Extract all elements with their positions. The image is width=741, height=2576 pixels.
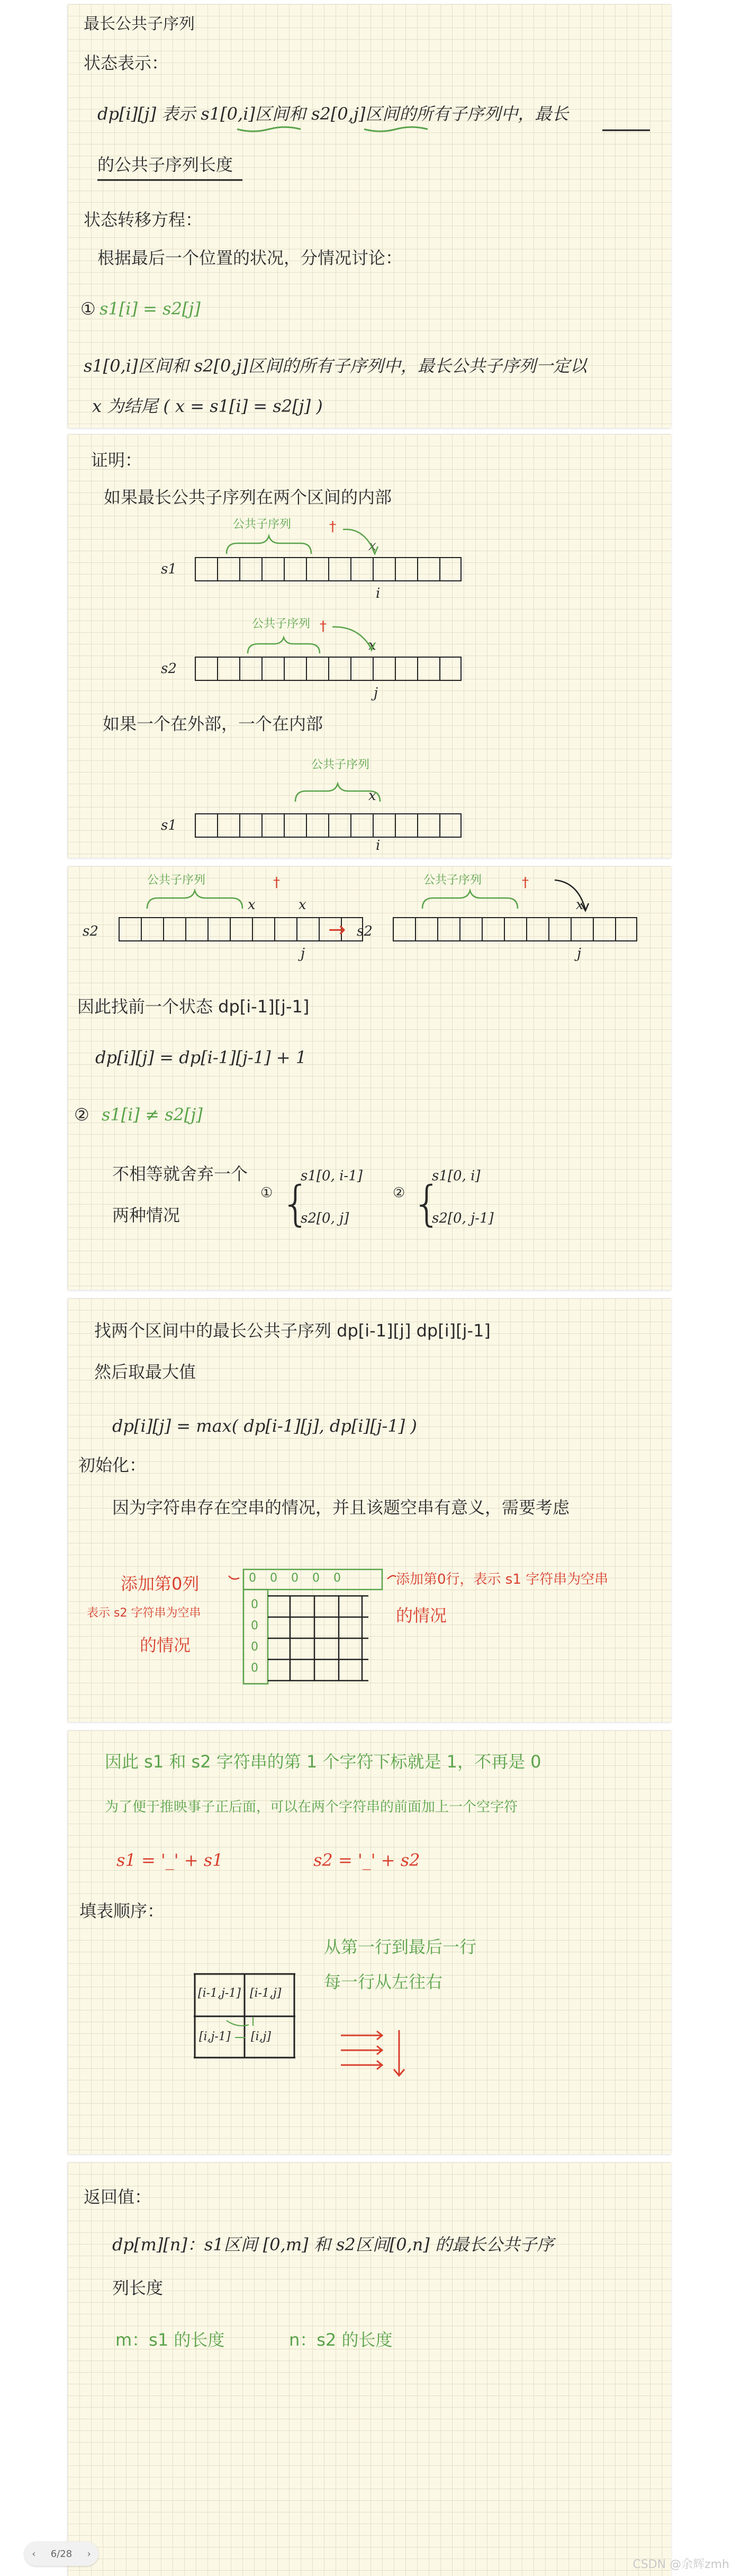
case1-condition: s1[i] = s2[j] [100, 299, 201, 319]
init-table [68, 1298, 671, 1722]
s1-label: s1 [161, 818, 177, 833]
s2-assign: s2 = '_' + s2 [313, 1850, 420, 1870]
lcs-label: 公共子序列 [147, 874, 206, 887]
add-column-desc1: 表示 s2 字符串为空串 [87, 1606, 201, 1620]
inside-text: 如果最长公共子序列在两个区间的内部 [104, 487, 392, 507]
s2-sequence-boxes [393, 917, 637, 941]
zero-cell: 0 [333, 1572, 355, 1585]
s2-label: s2 [357, 923, 373, 939]
zero-cell: 0 [251, 1619, 258, 1632]
case1-marker: ① [80, 299, 96, 319]
dagger-mark: † [329, 519, 336, 535]
s2-label: s2 [83, 923, 98, 939]
proof-heading: 证明： [91, 450, 142, 470]
lcs-label: 公共子序列 [423, 874, 482, 887]
x-label: x [368, 788, 376, 804]
s1-label: s1 [161, 561, 177, 577]
return-line2: 列长度 [112, 2278, 164, 2298]
lcs-label: 公共子序列 [311, 758, 370, 771]
take-max-text: 然后取最大值 [94, 1362, 196, 1382]
x-label: x [368, 638, 376, 653]
subcase1-bottom: s2[0, j] [301, 1210, 349, 1226]
note-page-6 [68, 2162, 671, 2576]
state-heading: 状态表示： [84, 53, 169, 73]
i-label: i [376, 586, 381, 602]
cell-top-left: [i-1,j-1] [198, 1987, 241, 2000]
find-max-text: 找两个区间中的最长公共子序列 dp[i-1][j] dp[i][j-1] [94, 1321, 491, 1341]
fill-order-heading: 填表顺序： [79, 1901, 165, 1921]
watermark: CSDN @余辉zmh [632, 2558, 729, 2571]
fill-order-grid [68, 1730, 671, 2154]
brace: { [412, 1176, 442, 1232]
zero-cell: 0 [251, 1640, 258, 1654]
row-zero [249, 1572, 355, 1585]
zero-cell: 0 [270, 1572, 291, 1585]
outside-text: 如果一个在外部，一个在内部 [103, 714, 323, 734]
right-arrow: → [328, 918, 346, 942]
m-definition: m：s1 的长度 [115, 2330, 225, 2350]
state-definition-line2: 的公共子序列长度 [97, 155, 233, 175]
add-column-desc2: 的情况 [140, 1635, 191, 1655]
init-heading: 初始化： [78, 1455, 147, 1475]
j-label: j [374, 685, 378, 701]
subcase2-marker: ② [393, 1185, 405, 1201]
note-page-1 [68, 4, 671, 428]
zero-cell: 0 [251, 1598, 258, 1611]
brace-and-arrow-marks [68, 434, 671, 858]
x-label: x [299, 897, 306, 913]
note-page-4 [68, 1298, 671, 1722]
note-page-2 [68, 434, 671, 858]
dagger-mark: † [522, 875, 529, 891]
prev-state-text: 因此找前一个状态 dp[i-1][j-1] [77, 997, 310, 1017]
state-definition-line1: dp[i][j] 表示 s1[0,i]区间和 s2[0,j]区间的所有子序列中，最长 [97, 104, 569, 124]
j-label: j [577, 946, 582, 962]
dagger-mark: † [273, 875, 280, 891]
x-label: x [248, 897, 256, 913]
subcase1-top: s1[0, i-1] [301, 1168, 363, 1184]
subcase2-bottom: s2[0, j-1] [432, 1210, 494, 1226]
dagger-mark: † [320, 618, 327, 634]
brace: { [281, 1176, 311, 1232]
cell-top-right: [i-1,j] [250, 1987, 282, 2000]
zero-cell: 0 [249, 1572, 270, 1585]
note-page-5 [68, 1730, 671, 2154]
n-definition: n：s2 的长度 [289, 2330, 393, 2350]
add-row-label: 添加第0行，表示 s1 字符串为空串 [396, 1572, 609, 1587]
s1-assign: s1 = '_' + s1 [116, 1850, 223, 1870]
zero-cell: 0 [312, 1572, 333, 1585]
page-navigator [24, 2542, 98, 2566]
note-page-3 [68, 866, 671, 1290]
page-indicator: 6/28 [50, 2548, 73, 2560]
order-line1: 从第一行到最后一行 [324, 1937, 477, 1957]
prev-page-button[interactable]: ‹ [32, 2548, 36, 2560]
case2-marker: ② [74, 1105, 89, 1125]
lcs-label: 公共子序列 [252, 617, 311, 631]
subcase2-top: s1[0, i] [432, 1168, 481, 1184]
cell-bottom-left: [i,j-1] [199, 2030, 231, 2043]
cell-bottom-right: [i,j] [251, 2030, 272, 2043]
order-line2: 每一行从左往右 [324, 1972, 443, 1992]
i-label: i [376, 838, 381, 854]
page-title: 最长公共子序列 [84, 15, 195, 33]
lcs-label: 公共子序列 [233, 518, 292, 531]
next-page-button[interactable]: › [87, 2548, 91, 2560]
s2-label: s2 [161, 661, 177, 677]
zero-cell: 0 [291, 1572, 312, 1585]
transition-equation: dp[i][j] = dp[i-1][j-1] + 1 [95, 1047, 307, 1067]
x-label: x [576, 897, 584, 913]
add-column-label: 添加第0列 [121, 1574, 200, 1594]
x-label: x [368, 538, 376, 554]
subcase1-marker: ① [260, 1185, 273, 1201]
transition-intro: 根据最后一个位置的状况，分情况讨论： [97, 248, 403, 268]
case1-line1: s1[0,i]区间和 s2[0,j]区间的所有子序列中，最长公共子序列一定以 [84, 356, 587, 376]
init-reason: 因为字符串存在空串的情况，并且该题空串有意义，需要考虑 [112, 1497, 570, 1518]
s2-sequence-boxes [119, 917, 363, 941]
return-heading: 返回值： [84, 2187, 152, 2207]
case2-condition: s1[i] ≠ s2[j] [102, 1105, 203, 1125]
two-cases-line1: 不相等就舍弃一个 [112, 1164, 248, 1184]
j-label: j [301, 946, 305, 962]
transition-heading: 状态转移方程： [84, 210, 203, 230]
zero-cell: 0 [251, 1662, 258, 1675]
case1-line2: x 为结尾 ( x = s1[i] = s2[j] ) [92, 396, 323, 416]
add-row-desc: 的情况 [396, 1605, 447, 1626]
index-note: 因此 s1 和 s2 字符串的第 1 个字符下标就是 1，不再是 0 [105, 1752, 541, 1772]
return-line1: dp[m][n]：s1区间 [0,m] 和 s2区间[0,n] 的最长公共子序 [112, 2234, 554, 2255]
two-cases-line2: 两种情况 [112, 1205, 180, 1225]
max-equation: dp[i][j] = max( dp[i-1][j], dp[i][j-1] ) [112, 1416, 417, 1436]
empty-char-note: 为了便于推映事子正后面，可以在两个字符串的前面加上一个空字符 [105, 1799, 518, 1815]
